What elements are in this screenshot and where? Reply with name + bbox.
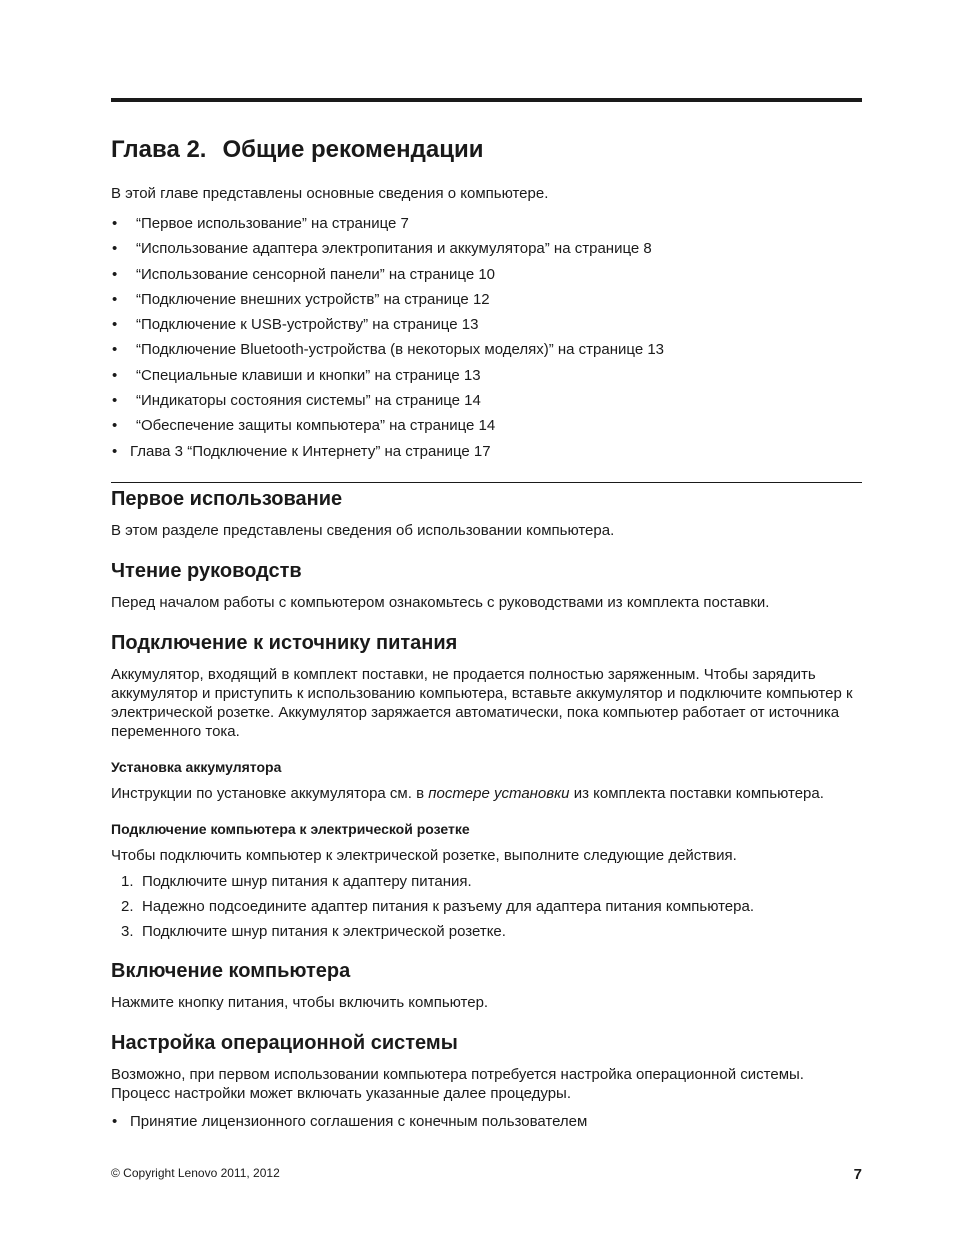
toc-link[interactable]: “Подключение внешних устройств” на странице 12	[136, 290, 490, 308]
toc-item[interactable]	[111, 312, 664, 337]
toc-item[interactable]	[111, 388, 664, 413]
battery-install-text-part: Инструкции по установке аккумулятора см. в	[111, 785, 429, 802]
heading-outlet-connection: Подключение компьютера к электрической розетке	[111, 821, 470, 837]
chapter-number: Глава 2.	[111, 136, 207, 163]
setup-poster-ref: постере установки	[428, 785, 570, 802]
step-number: 2.	[121, 898, 134, 915]
heading-power-on: Включение компьютера	[111, 960, 351, 982]
step-text: Подключите шнур питания к электрической розетке.	[142, 923, 506, 940]
reading-manuals-text: Перед началом работы с компьютером ознакомьтесь с руководствами из комплекта поставки.	[111, 594, 770, 611]
toc-item[interactable]	[111, 363, 664, 388]
outlet-connection-text: Чтобы подключить компьютер к электрической розетке, выполните следующие действия.	[111, 847, 737, 864]
toc-link[interactable]: “Использование адаптера электропитания и аккумулятора” на странице 8	[136, 240, 652, 258]
document-page	[111, 0, 862, 1235]
power-on-text: Нажмите кнопку питания, чтобы включить компьютер.	[111, 994, 489, 1011]
toc-item[interactable]	[111, 262, 664, 287]
heading-power-connection: Подключение к источнику питания	[111, 632, 458, 654]
footer-page-number: 7	[853, 1166, 862, 1183]
toc-link[interactable]: “Подключение к USB-устройству” на странице 13	[136, 316, 479, 334]
toc-link[interactable]: “Индикаторы состояния системы” на странице 14	[136, 392, 481, 410]
chapter-title	[111, 136, 483, 164]
step-text: Подключите шнур питания к адаптеру питания.	[142, 873, 472, 890]
chapter-intro: В этой главе представлены основные сведения о компьютере.	[111, 185, 549, 202]
toc-item[interactable]	[111, 287, 664, 312]
os-setup-text: Возможно, при первом использовании компьютера потребуется настройка операционной системы. Процесс настройки может включать указанные далее процедуры.	[111, 1066, 804, 1102]
list-item: • Принятие лицензионного соглашения с конечным пользователем	[111, 1110, 587, 1134]
toc-item[interactable]	[111, 236, 664, 261]
outlet-steps-list	[111, 869, 754, 944]
toc-link[interactable]: “Специальные клавиши и кнопки” на странице 13	[136, 366, 481, 384]
toc-item[interactable]	[111, 439, 664, 464]
chapter-title-text: Общие рекомендации	[222, 136, 484, 163]
chapter-toc-list	[111, 211, 664, 464]
chapter-top-rule	[111, 98, 862, 102]
heading-os-setup: Настройка операционной системы	[111, 1032, 458, 1054]
heading-battery-install: Установка аккумулятора	[111, 759, 282, 775]
power-connection-text: Аккумулятор, входящий в комплект поставки, не продается полностью заряженным. Чтобы зарядить аккумулятор и приступить к использованию компьютера, вставьте аккумулятор и подключите компьютер к электрической розетке. Аккумулятор заряжается автоматически, пока компьютер работает от источника переменного тока.	[111, 666, 853, 740]
section-rule	[111, 482, 862, 483]
toc-link[interactable]: Глава 3 “Подключение к Интернету” на странице 17	[130, 442, 491, 460]
toc-item[interactable]	[111, 337, 664, 362]
toc-link[interactable]: “Первое использование” на странице 7	[136, 215, 409, 232]
toc-link[interactable]: “Подключение Bluetooth-устройства (в некоторых моделях)” на странице 13	[136, 341, 665, 359]
toc-item[interactable]	[111, 413, 664, 438]
step-number: 3.	[121, 923, 134, 940]
battery-install-text-part: из комплекта поставки компьютера.	[569, 785, 824, 802]
first-use-text: В этом разделе представлены сведения об использовании компьютера.	[111, 522, 615, 539]
step-item	[111, 894, 754, 919]
footer-copyright: © Copyright Lenovo 2011, 2012	[111, 1166, 280, 1180]
battery-install-text	[111, 784, 862, 803]
step-item	[111, 919, 754, 944]
heading-first-use: Первое использование	[111, 488, 343, 510]
os-setup-bullets	[111, 1110, 587, 1134]
toc-link[interactable]: “Обеспечение защиты компьютера” на странице 14	[136, 417, 496, 435]
step-text: Надежно подсоедините адаптер питания к разъему для адаптера питания компьютера.	[142, 898, 755, 915]
toc-link[interactable]: “Использование сенсорной панели” на странице 10	[136, 265, 496, 283]
step-item	[111, 869, 754, 894]
step-number: 1.	[121, 873, 134, 890]
heading-reading-manuals: Чтение руководств	[111, 560, 302, 582]
toc-item[interactable]	[111, 211, 664, 236]
